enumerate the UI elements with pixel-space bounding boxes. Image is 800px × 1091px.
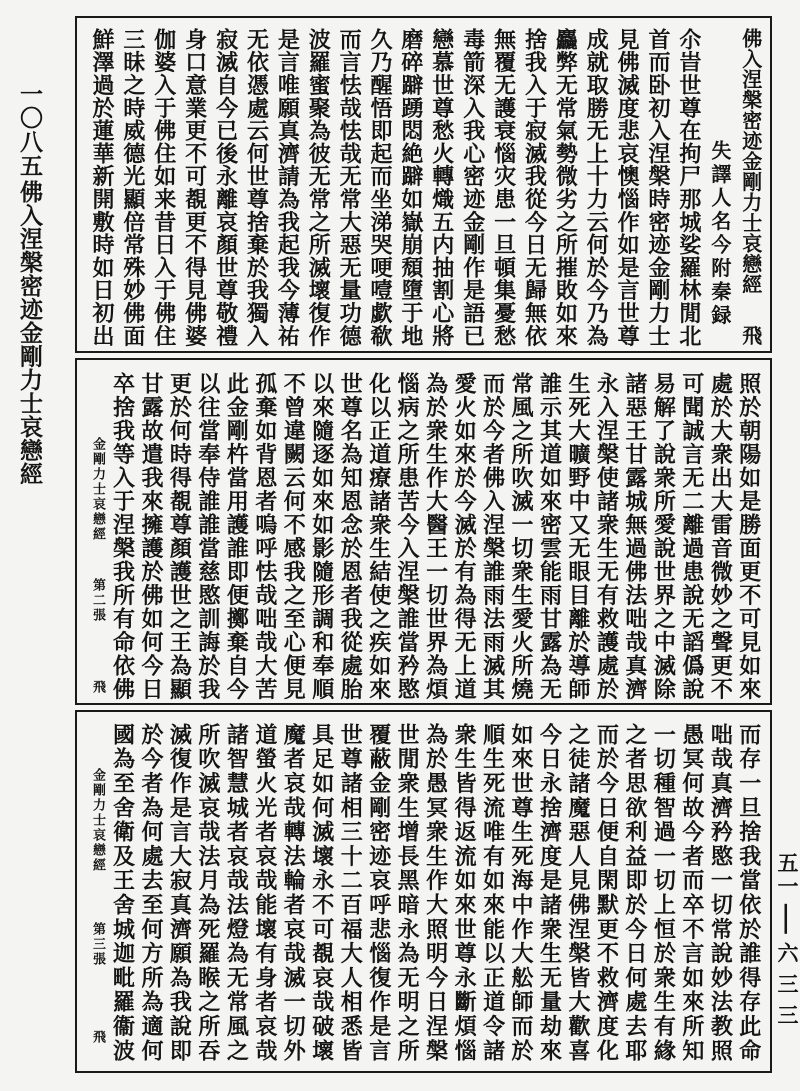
- text-column: 魔者哀哉轉法輪者哀哉滅一切外: [280, 723, 307, 1064]
- text-column: 波羅蜜聚為彼无常之所滅壞復作: [305, 28, 332, 348]
- text-column: 成就取勝无上十力云何於今乃為: [583, 28, 610, 348]
- fascicle-number: 五一: [775, 852, 800, 898]
- text-column: 麤弊无常氣勢微劣之所摧敗如來: [552, 28, 579, 348]
- text-column: 而言怯哉怯哉无常大惡无量功德: [336, 28, 363, 348]
- page-number: 六三三: [775, 942, 800, 1035]
- translator-note: 失譯人名今附秦録: [707, 140, 732, 328]
- text-column: 常風之所吹滅一切衆生愛火所燒: [508, 372, 535, 701]
- text-column: 國為至舍衛及王舍城迦毗羅衞波: [109, 723, 136, 1064]
- text-column: 為於衆生作大醫王一切世界為煩: [422, 372, 449, 701]
- text-column: 三昧之時威德光顯倍常殊妙佛面: [119, 28, 146, 348]
- footer-mark: 飛: [90, 1030, 105, 1045]
- text-column: 無覆无護衰惱灾患一旦頓集憂愁: [490, 28, 517, 348]
- title-mark: 飛: [738, 324, 763, 345]
- middle-register-columns: [77, 360, 770, 703]
- text-column: 世尊諸相三十二百福大人相悉皆: [337, 723, 364, 1064]
- text-column: 所吹滅哀哉法月為死羅睺之所吞: [194, 723, 221, 1064]
- sutra-title: 佛入涅槃密迹金剛力士哀戀經: [738, 28, 763, 295]
- page-number-separator: —: [775, 902, 800, 936]
- text-column: 寂滅自今已後永離哀顏世尊敬禮: [212, 28, 239, 348]
- text-column: 以往當奉侍誰誰當慈愍訓誨於我: [194, 372, 221, 701]
- text-column: 衆生皆得返流如來世尊永斷煩惱: [451, 723, 478, 1064]
- text-column: 愛火如來於今滅於有為得无上道: [451, 372, 478, 701]
- text-column: 於今者為何處去至何方所為適何: [137, 723, 164, 1064]
- text-column: 孤棄如背恩者嗚呼怯哉咄哉大苦: [251, 372, 278, 701]
- margin-sutra-title: 佛入涅槃密迹金剛力士哀戀經: [16, 180, 43, 486]
- text-column: 而於今日便自閑默更不救濟度化: [593, 723, 620, 1064]
- text-column: 易解了說衆所愛說世界之中滅除: [650, 372, 677, 701]
- text-column: 戀慕世尊愁火轉熾五内抽割心將: [428, 28, 455, 348]
- text-column: 鮮澤過於蓮華新開敷時如日初出: [89, 28, 115, 348]
- upper-register: [75, 16, 772, 353]
- text-column: 化以正道療諸衆生結使之疾如來: [365, 372, 392, 701]
- sutra-title-column: [740, 28, 762, 345]
- footer-sutra-name: 金剛力士哀戀經: [90, 768, 105, 873]
- text-column: 一切種智過一切上恒於衆生有緣: [650, 723, 677, 1064]
- lower-register: [75, 710, 772, 1073]
- text-column: 世尊名為知恩念於恩者我從處胎: [337, 372, 364, 701]
- text-column: 不曾違闕云何不感我之至心便見: [280, 372, 307, 701]
- text-column: 世閒衆生增長黑暗永為无明之所: [394, 723, 421, 1064]
- text-column: 永入涅槃使諸衆生无有救護處於: [593, 372, 620, 701]
- text-column: 以來隨逐如來如影隨形調和奉順: [308, 372, 335, 701]
- text-column: 磨碎躃踴悶絶躃如嶽崩頹墮于地: [397, 28, 424, 348]
- footer-mark: 飛: [90, 680, 105, 695]
- text-column: 之者思欲利益即於今日何處去耶: [621, 723, 648, 1064]
- text-column: 伽婆入于佛住如来昔日入于佛住: [150, 28, 177, 348]
- text-column: 卒捨我等入于涅槃我所有命依佛: [109, 372, 136, 701]
- text-column: 尒旹世尊在拘尸那城娑羅林閒北: [675, 28, 702, 348]
- text-column: 久乃醒悟即起而坐涕哭哽噎歔欷: [367, 28, 394, 348]
- text-column: 諸智慧城者哀哉法燈為无常風之: [223, 723, 250, 1064]
- text-column: 道螢火光者哀哉能壞有身者哀哉: [251, 723, 278, 1064]
- text-column: 照於朝陽如是勝面更不可見如來: [735, 372, 762, 701]
- text-column: 具足如何滅壞永不可覩哀哉破壞: [308, 723, 335, 1064]
- middle-register: [75, 358, 772, 705]
- text-column: 首而卧初入涅槃時密迹金剛力士: [645, 28, 672, 348]
- text-column: 咄哉真濟矜愍一切常說妙法教照: [707, 723, 734, 1064]
- sheet-footer: [89, 723, 105, 1067]
- text-column: 誰示其道如來密雲能雨甘露為无: [536, 372, 563, 701]
- text-column: 毒箭深入我心密迹金剛作是語已: [459, 28, 486, 348]
- text-column: 甘露故遣我來擁護於佛如何今日: [137, 372, 164, 701]
- text-column: 捨我入于寂滅我從今日无歸無依: [521, 28, 548, 348]
- text-column: 處於大衆出大雷音微妙之聲更不: [707, 372, 734, 701]
- text-column: 惱病之所患苦今入涅槃誰當矜愍: [394, 372, 421, 701]
- text-column: 今日永捨濟度是諸衆生无量劫來: [536, 723, 563, 1064]
- text-column: 順生死流唯有如來能以正道令諸: [479, 723, 506, 1064]
- text-column: 而存一旦捨我當依於誰得存此命: [735, 723, 762, 1064]
- text-column: 之徒諸魔惡人見佛涅槃皆大歡喜: [564, 723, 591, 1064]
- text-column: 如來世尊生死海中作大舩師而於: [508, 723, 535, 1064]
- footer-sheet-number: 第二張: [90, 578, 105, 623]
- text-column: 更於何時得覩尊顏護世之王為顯: [166, 372, 193, 701]
- upper-register-columns: [77, 18, 770, 351]
- text-column: 身口意業更不可覩更不得見佛婆: [181, 28, 208, 348]
- text-column: 愚冥何故今者而卒不言如來所知: [678, 723, 705, 1064]
- text-column: 可聞誠言无二離過患說无謟僞說: [678, 372, 705, 701]
- text-column: 而於今者佛入涅槃誰雨法雨滅其: [479, 372, 506, 701]
- text-column: 見佛滅度悲哀懊惱作如是言世尊: [614, 28, 641, 348]
- footer-sutra-name: 金剛力士哀戀經: [90, 437, 105, 542]
- text-column: 覆蔽金剛密迹哀呼悲惱復作是言: [365, 723, 392, 1064]
- sheet-footer: [89, 372, 105, 699]
- text-column: 是言唯願真濟請為我起我今薄祐: [274, 28, 301, 348]
- text-column: 生死大曠野中又无眼目離於導師: [564, 372, 591, 701]
- text-column: 无依憑處云何世尊捨棄於我獨入: [243, 28, 270, 348]
- footer-sheet-number: 第三張: [90, 922, 105, 967]
- text-column: 為於愚冥衆生作大照明今日涅槃: [422, 723, 449, 1064]
- volume-number: 一〇八五: [16, 82, 43, 178]
- text-column: 滅復作是言大寂真濟願為我說即: [166, 723, 193, 1064]
- text-column: 諸惡王甘露城無過佛法咄哉真濟: [621, 372, 648, 701]
- lower-register-columns: [77, 712, 770, 1071]
- text-column: 此金剛杵當用護誰即便擲棄自今: [223, 372, 250, 701]
